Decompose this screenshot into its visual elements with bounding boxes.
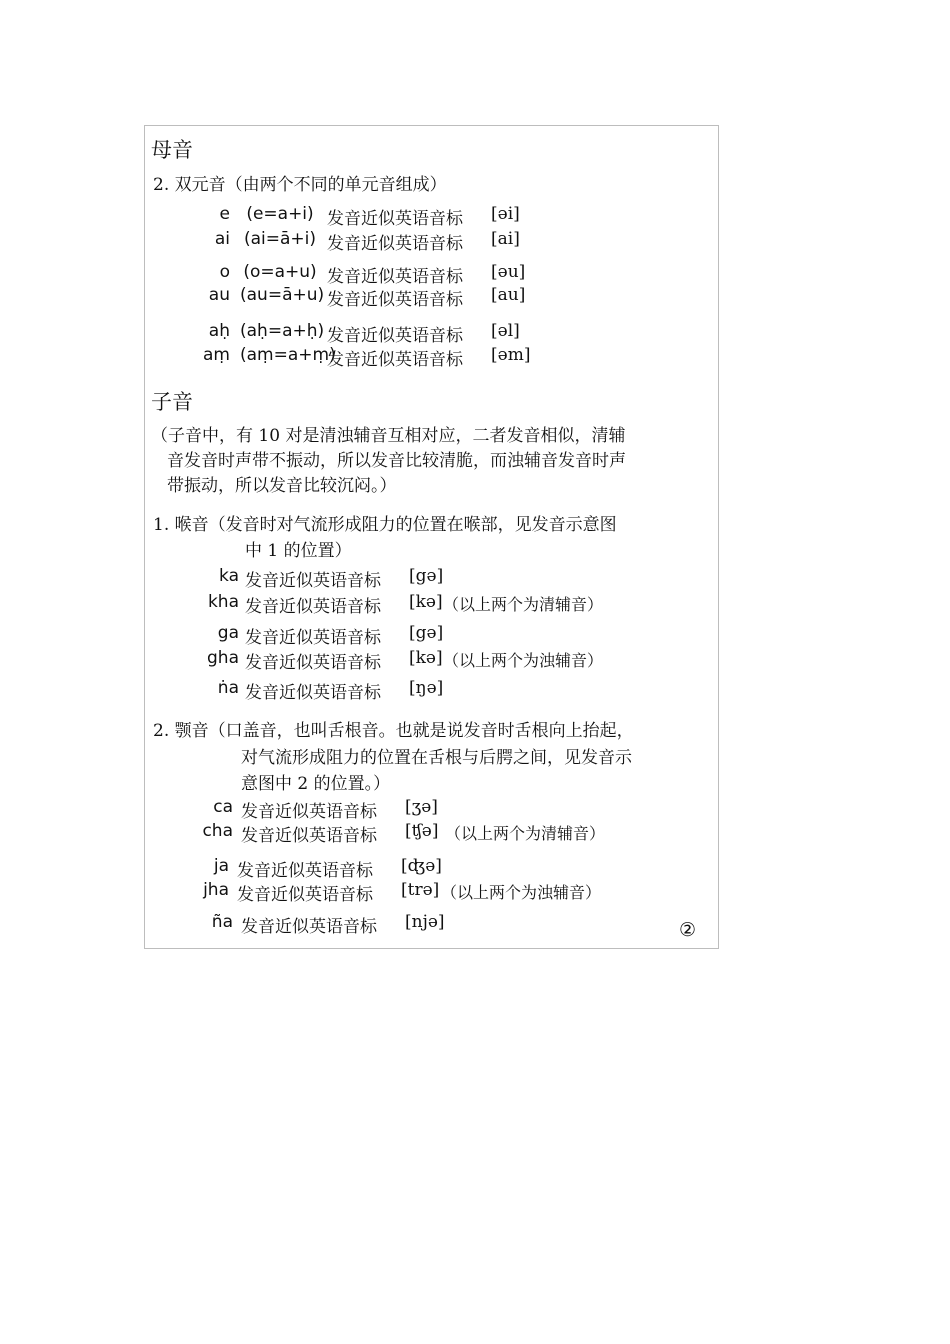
consonant-note: （以上两个为清辅音）: [443, 595, 604, 614]
vowel-ipa: [əm]: [491, 345, 531, 365]
consonant-syllable: ña: [211, 912, 233, 932]
vowel-formula: (au=ā+u): [240, 285, 325, 305]
consonant-ipa: [njə]: [405, 912, 445, 932]
consonant-ipa: [ŋə]: [409, 678, 444, 698]
vowels-heading: 母音: [151, 138, 193, 162]
consonant-description: 发音近似英语音标: [245, 571, 381, 591]
consonant-ipa: [gə]: [409, 566, 444, 586]
vowel-formula: (ai=ā+i): [243, 229, 317, 249]
vowel-formula: (o=a+u): [243, 262, 317, 282]
consonant-syllable: ṅa: [217, 678, 239, 698]
vowel-syllable: o: [219, 262, 230, 282]
consonant-description: 发音近似英语音标: [241, 826, 377, 846]
consonant-description: 发音近似英语音标: [241, 917, 377, 937]
consonant-ipa: [kə]: [409, 648, 443, 668]
consonant-note: （以上两个为清辅音）: [445, 824, 606, 843]
consonants-intro-line: 音发音时声带不振动，所以发音比较清脆，而浊辅音发音时声: [167, 451, 626, 471]
vowel-formula: (e=a+i): [246, 204, 314, 224]
consonant-description: 发音近似英语音标: [237, 861, 373, 881]
vowel-ipa: [əl]: [491, 321, 520, 341]
consonant-description: 发音近似英语音标: [245, 597, 381, 617]
consonants-heading: 子音: [151, 390, 193, 414]
vowel-syllable: aḥ: [208, 321, 230, 341]
vowel-formula: (aḥ=a+ḥ): [240, 321, 325, 341]
consonant-syllable: jha: [203, 880, 229, 900]
vowel-formula: (aṃ=a+ṃ): [240, 345, 336, 365]
consonant-syllable: ca: [213, 797, 233, 817]
vowel-description: 发音近似英语音标: [327, 267, 463, 287]
consonant-description: 发音近似英语音标: [245, 683, 381, 703]
group-title-line: 2. 颚音（口盖音，也叫舌根音。也就是说发音时舌根向上抬起，: [153, 721, 634, 741]
vowel-description: 发音近似英语音标: [327, 350, 463, 370]
consonant-description: 发音近似英语音标: [245, 628, 381, 648]
consonant-syllable: cha: [202, 821, 233, 841]
consonant-note: （以上两个为浊辅音）: [441, 883, 602, 902]
consonant-ipa: [kə]: [409, 592, 443, 612]
consonant-syllable: ka: [219, 566, 239, 586]
consonant-ipa: [trə]: [401, 880, 440, 900]
group-title-line: 对气流形成阻力的位置在舌根与后腭之间，见发音示: [241, 748, 632, 768]
consonant-ipa: [gə]: [409, 623, 444, 643]
vowel-syllable: e: [219, 204, 230, 224]
consonant-syllable: gha: [207, 648, 239, 668]
consonant-ipa: [ʤə]: [401, 856, 442, 876]
vowel-description: 发音近似英语音标: [327, 234, 463, 254]
vowel-description: 发音近似英语音标: [327, 290, 463, 310]
consonant-description: 发音近似英语音标: [245, 653, 381, 673]
consonants-intro-line: （子音中，有 10 对是清浊辅音互相对应，二者发音相似，清辅: [151, 426, 626, 446]
vowel-description: 发音近似英语音标: [327, 326, 463, 346]
consonant-description: 发音近似英语音标: [241, 802, 377, 822]
vowel-description: 发音近似英语音标: [327, 209, 463, 229]
group-title-line: 意图中 2 的位置。）: [241, 774, 391, 794]
vowel-ipa: [au]: [491, 285, 526, 305]
consonant-syllable: kha: [207, 592, 239, 612]
group-title-line: 1. 喉音（发音时对气流形成阻力的位置在喉部，见发音示意图: [153, 515, 617, 535]
consonant-syllable: ja: [213, 856, 229, 876]
consonant-ipa: [ʧə]: [405, 821, 439, 841]
vowels-subheading: 2. 双元音（由两个不同的单元音组成）: [153, 175, 447, 195]
page-number-marker: ②: [679, 919, 697, 941]
vowel-ipa: [ai]: [491, 229, 520, 249]
vowel-ipa: [əi]: [491, 204, 520, 224]
page-card: [144, 125, 719, 949]
group-title-line: 中 1 的位置）: [245, 541, 352, 561]
consonant-ipa: [ʒə]: [405, 797, 438, 817]
consonant-description: 发音近似英语音标: [237, 885, 373, 905]
consonant-syllable: ga: [217, 623, 239, 643]
consonants-intro-line: 带振动，所以发音比较沉闷。）: [167, 476, 397, 496]
vowel-ipa: [əu]: [491, 262, 526, 282]
vowel-syllable: ai: [214, 229, 230, 249]
vowel-syllable: au: [208, 285, 230, 305]
vowel-syllable: aṃ: [203, 345, 230, 365]
consonant-note: （以上两个为浊辅音）: [443, 651, 604, 670]
